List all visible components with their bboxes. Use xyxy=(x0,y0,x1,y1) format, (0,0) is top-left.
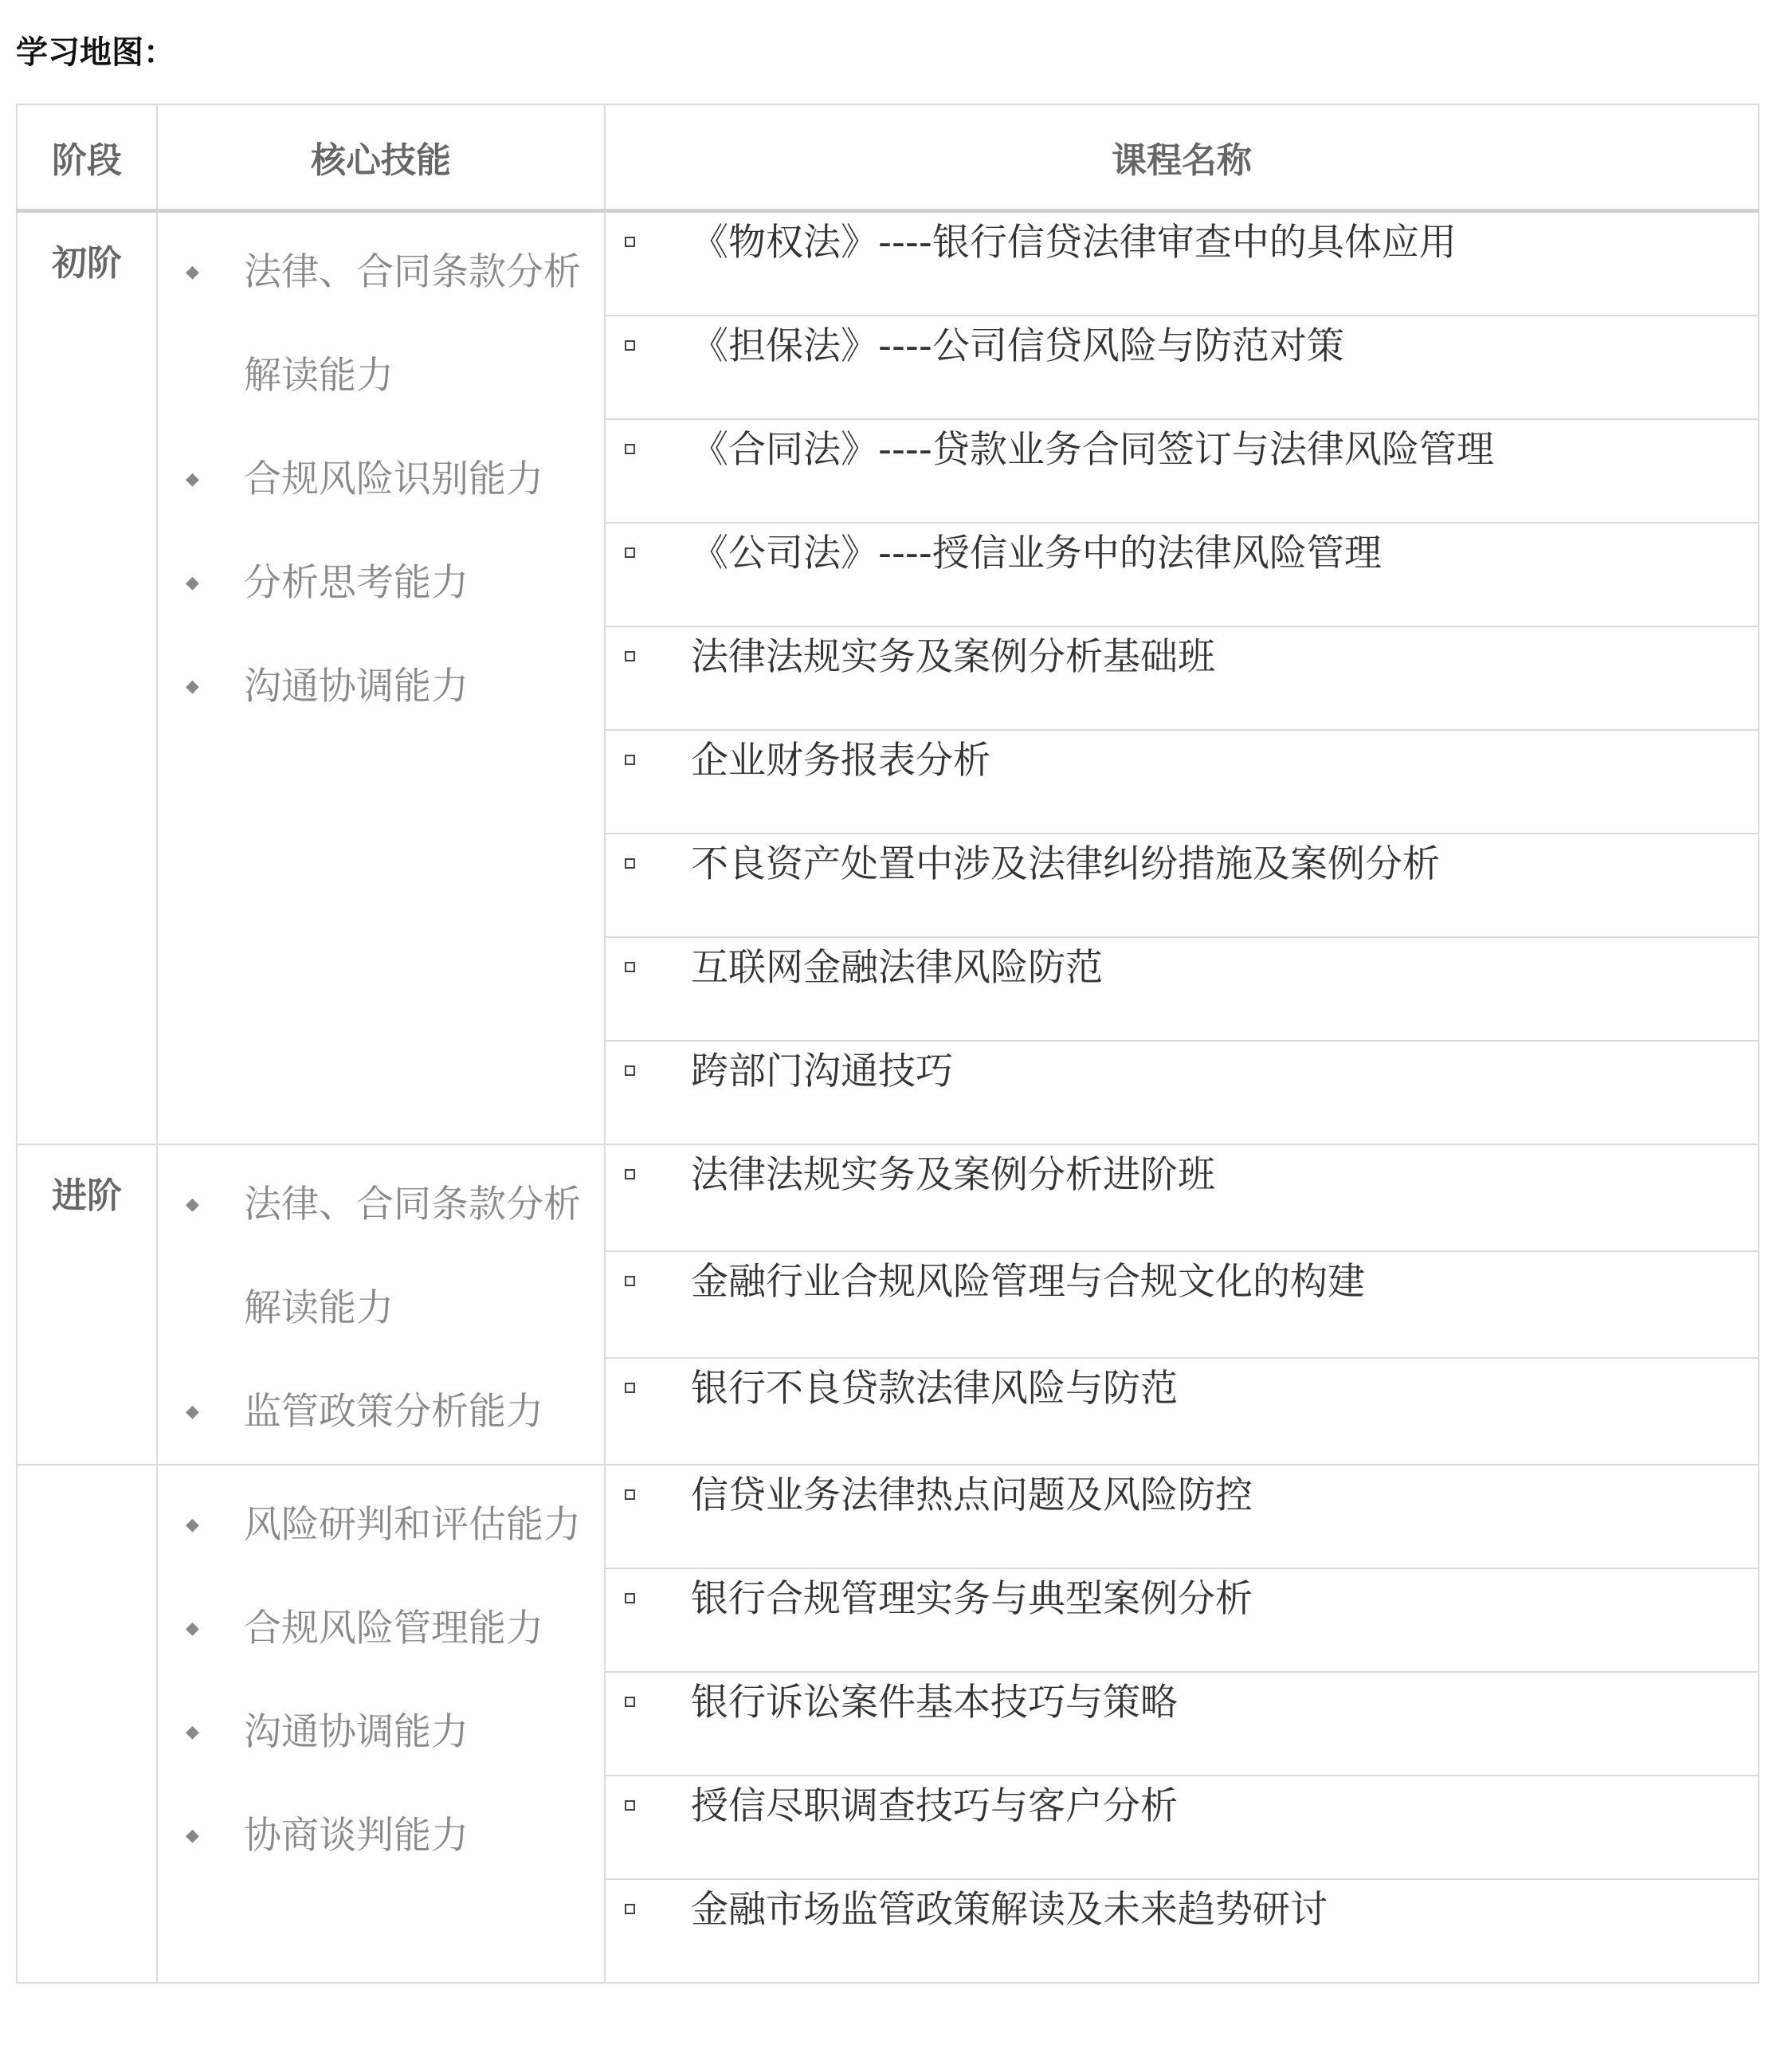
course-name: 互联网金融法律风险防范 xyxy=(691,946,1103,990)
table-row xyxy=(17,211,1759,316)
course-cell xyxy=(605,834,1759,937)
skill-item xyxy=(158,1577,604,1681)
square-bullet-icon xyxy=(625,1904,635,1914)
skill-item xyxy=(158,1360,604,1464)
course-cell xyxy=(605,419,1759,523)
skills-cell xyxy=(157,211,605,1145)
square-bullet-icon xyxy=(625,1383,635,1393)
course-name: 授信尽职调查技巧与客户分析 xyxy=(691,1784,1178,1828)
skill-label: 监管政策分析能力 xyxy=(244,1390,543,1434)
skill-item xyxy=(158,1681,604,1784)
table-header-row xyxy=(17,104,1759,211)
course-name: 信贷业务法律热点问题及风险防控 xyxy=(691,1474,1253,1517)
course-cell xyxy=(605,730,1759,834)
skill-list xyxy=(158,1153,604,1464)
course-name: 银行不良贷款法律风险与防范 xyxy=(691,1367,1178,1411)
diamond-bullet-icon: ◆ xyxy=(186,1826,199,1846)
course-name: 《担保法》----公司信贷风险与防范对策 xyxy=(691,324,1344,368)
skill-label: 解读能力 xyxy=(244,1286,394,1330)
diamond-bullet-icon: ◆ xyxy=(186,1619,199,1638)
course-name: 金融行业合规风险管理与合规文化的构建 xyxy=(691,1260,1365,1304)
course-cell xyxy=(605,1879,1759,1983)
square-bullet-icon xyxy=(625,1489,635,1500)
skill-item xyxy=(158,1153,604,1360)
square-bullet-icon xyxy=(625,1065,635,1076)
skill-label: 分析思考能力 xyxy=(244,561,469,605)
square-bullet-icon xyxy=(625,1169,635,1179)
course-cell xyxy=(605,1776,1759,1879)
skill-label: 合规风险管理能力 xyxy=(244,1607,543,1650)
skills-cell xyxy=(157,1465,605,1983)
stage-cell xyxy=(17,1465,157,1983)
skill-label: 沟通协调能力 xyxy=(244,665,469,708)
skill-item xyxy=(158,1474,604,1577)
course-cell xyxy=(605,1672,1759,1776)
course-name: 企业财务报表分析 xyxy=(691,739,990,783)
diamond-bullet-icon: ◆ xyxy=(186,1402,199,1422)
course-name: 《合同法》----贷款业务合同签订与法律风险管理 xyxy=(691,428,1494,472)
square-bullet-icon xyxy=(625,651,635,661)
header-courses: 课程名称 xyxy=(605,104,1759,211)
course-name: 银行诉讼案件基本技巧与策略 xyxy=(691,1681,1178,1725)
course-cell xyxy=(605,211,1759,316)
diamond-bullet-icon: ◆ xyxy=(186,262,199,282)
page-title: 学习地图： xyxy=(16,34,175,71)
course-name: 不良资产处置中涉及法律纠纷措施及案例分析 xyxy=(691,842,1440,886)
diamond-bullet-icon: ◆ xyxy=(186,573,199,593)
table-row xyxy=(17,1144,1759,1251)
skill-label: 协商谈判能力 xyxy=(244,1814,469,1858)
header-stage: 阶段 xyxy=(17,104,157,211)
table-body xyxy=(17,211,1759,1984)
course-cell xyxy=(605,1251,1759,1358)
skill-list xyxy=(158,221,604,739)
diamond-bullet-icon: ◆ xyxy=(186,1195,199,1215)
course-name: 法律法规实务及案例分析进阶班 xyxy=(691,1153,1215,1197)
square-bullet-icon xyxy=(625,237,635,247)
course-cell xyxy=(605,1041,1759,1144)
skill-item xyxy=(158,532,604,635)
skill-list xyxy=(158,1474,604,1888)
stage-cell: 进阶 xyxy=(17,1144,157,1465)
skill-label: 合规风险识别能力 xyxy=(244,457,543,501)
diamond-bullet-icon: ◆ xyxy=(186,469,199,489)
course-name: 《物权法》----银行信贷法律审查中的具体应用 xyxy=(691,221,1457,265)
skill-item xyxy=(158,635,604,739)
skill-label: 沟通协调能力 xyxy=(244,1710,469,1754)
diamond-bullet-icon: ◆ xyxy=(186,677,199,697)
course-cell xyxy=(605,1568,1759,1672)
skill-label: 风险研判和评估能力 xyxy=(244,1503,581,1547)
square-bullet-icon xyxy=(625,1276,635,1286)
square-bullet-icon xyxy=(625,1593,635,1603)
square-bullet-icon xyxy=(625,858,635,869)
diamond-bullet-icon: ◆ xyxy=(186,1515,199,1535)
skill-label: 法律、合同条款分析 xyxy=(244,250,581,294)
skill-label: 解读能力 xyxy=(244,354,394,398)
course-cell xyxy=(605,316,1759,419)
course-name: 《公司法》----授信业务中的法律风险管理 xyxy=(691,532,1382,575)
skills-cell xyxy=(157,1144,605,1465)
square-bullet-icon xyxy=(625,444,635,454)
course-name: 金融市场监管政策解读及未来趋势研讨 xyxy=(691,1888,1328,1932)
square-bullet-icon xyxy=(625,547,635,558)
square-bullet-icon xyxy=(625,1697,635,1707)
course-cell xyxy=(605,626,1759,730)
skill-item xyxy=(158,221,604,428)
square-bullet-icon xyxy=(625,1800,635,1811)
learning-map-table xyxy=(16,104,1759,1984)
course-name: 银行合规管理实务与典型案例分析 xyxy=(691,1577,1253,1621)
diamond-bullet-icon: ◆ xyxy=(186,1722,199,1742)
table-row xyxy=(17,1465,1759,1568)
course-cell xyxy=(605,937,1759,1041)
skill-item xyxy=(158,1784,604,1888)
course-cell xyxy=(605,1358,1759,1465)
header-skills: 核心技能 xyxy=(157,104,605,211)
course-cell xyxy=(605,523,1759,626)
course-name: 跨部门沟通技巧 xyxy=(691,1050,953,1093)
square-bullet-icon xyxy=(625,962,635,972)
skill-label: 法律、合同条款分析 xyxy=(244,1183,581,1226)
square-bullet-icon xyxy=(625,340,635,351)
course-cell xyxy=(605,1144,1759,1251)
square-bullet-icon xyxy=(625,755,635,765)
course-name: 法律法规实务及案例分析基础班 xyxy=(691,635,1215,679)
skill-item xyxy=(158,428,604,532)
stage-cell: 初阶 xyxy=(17,211,157,1145)
course-cell xyxy=(605,1465,1759,1568)
